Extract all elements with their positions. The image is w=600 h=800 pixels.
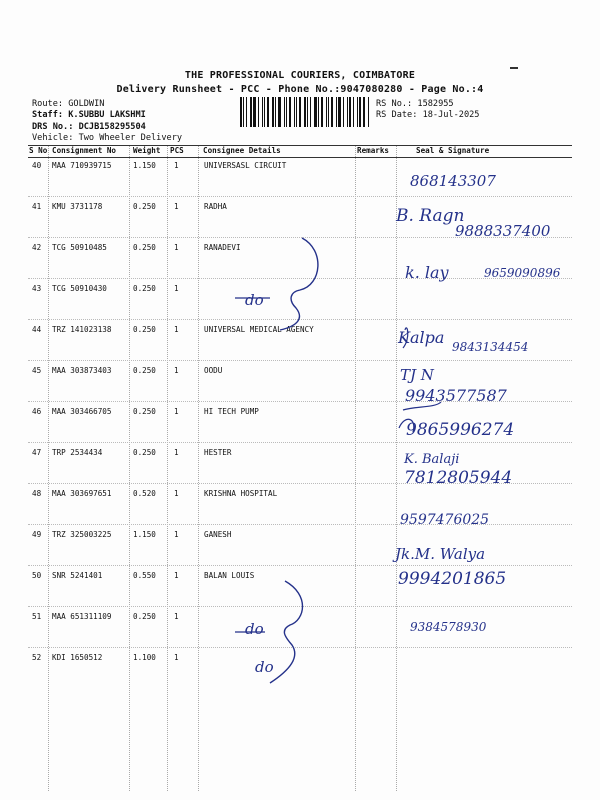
brace-stroke-top: [230, 230, 330, 340]
scan-speck: [510, 67, 518, 69]
barcode-bar: [272, 97, 274, 127]
cell-sno: 45: [32, 366, 42, 375]
col-header-consignment: Consignment No: [52, 146, 117, 155]
cell-consignment: MAA 710939715: [52, 161, 112, 170]
cell-pcs: 1: [174, 407, 179, 416]
barcode-bar: [363, 97, 365, 127]
cell-weight: 0.250: [133, 243, 156, 252]
barcode-bar: [286, 97, 287, 127]
rs-number: RS No.: 1582955: [376, 99, 454, 109]
barcode-bar: [275, 97, 276, 127]
cell-consignee: OODU: [204, 366, 223, 375]
cell-consignment: TCG 50910485: [52, 243, 107, 252]
rs-date: RS Date: 18-Jul-2025: [376, 110, 480, 120]
cell-consignee: GANESH: [204, 530, 232, 539]
col-divider: [396, 146, 397, 791]
cell-consignment: TRZ 141023138: [52, 325, 112, 334]
signature-row-46: 9865996274: [406, 420, 515, 440]
cell-weight: 0.250: [133, 325, 156, 334]
cell-weight: 1.150: [133, 530, 156, 539]
barcode-bar: [299, 97, 301, 127]
cell-sno: 50: [32, 571, 42, 580]
cell-pcs: 1: [174, 489, 179, 498]
col-header-pcs: PCS: [170, 146, 184, 155]
barcode-bar: [304, 97, 306, 127]
company-title: THE PROFESSIONAL COURIERS, COIMBATORE: [184, 70, 416, 81]
brace-stroke-bottom: [230, 575, 330, 690]
cell-pcs: 1: [174, 530, 179, 539]
barcode-bar: [321, 97, 323, 127]
cell-consignee: HI TECH PUMP: [204, 407, 259, 416]
cell-weight: 0.250: [133, 448, 156, 457]
barcode-bar: [264, 97, 265, 127]
drs-number: DRS No.: DCJB158295504: [32, 122, 146, 132]
col-header-seal-signature: Seal & Signature: [416, 146, 490, 155]
col-header-weight: Weight: [133, 146, 161, 155]
barcode-bar: [359, 97, 361, 127]
signature-row-47-phone: 7812805944: [404, 468, 513, 488]
barcode-bar: [357, 97, 358, 127]
staff-label: Staff: K.SUBBU LAKSHMI: [32, 110, 146, 120]
barcode: [240, 97, 370, 127]
signature-row-49: Jk.M. Walya: [395, 545, 486, 563]
cell-weight: 0.250: [133, 202, 156, 211]
barcode-bar: [318, 97, 319, 127]
barcode-bar: [314, 97, 317, 127]
signature-row-44-name: Kalpa: [398, 328, 445, 347]
cell-weight: 0.520: [133, 489, 156, 498]
vehicle-label: Vehicle: Two Wheeler Delivery: [32, 133, 183, 143]
barcode-bar: [349, 97, 351, 127]
signature-row-48: 9597476025: [400, 512, 490, 528]
cell-sno: 46: [32, 407, 42, 416]
cell-consignee: UNIVERSAL MEDICAL AGENCY: [204, 325, 314, 334]
cell-weight: 1.150: [133, 161, 156, 170]
cell-weight: 1.100: [133, 653, 156, 662]
barcode-bar: [307, 97, 308, 127]
cell-weight: 0.550: [133, 571, 156, 580]
cell-pcs: 1: [174, 571, 179, 580]
cell-consignment: MAA 303873403: [52, 366, 112, 375]
cell-pcs: 1: [174, 325, 179, 334]
col-header-remarks: Remarks: [357, 146, 390, 155]
row-separator: [28, 524, 572, 525]
cell-consignment: SNR 5241401: [52, 571, 103, 580]
cell-consignee: KRISHNA HOSPITAL: [204, 489, 278, 498]
barcode-bar: [289, 97, 291, 127]
cell-consignee: RANADEVI: [204, 243, 241, 252]
signature-row-50: 9994201865: [398, 569, 507, 589]
barcode-bar: [243, 97, 244, 127]
signature-row-40: 868143307: [410, 172, 496, 190]
cell-consignment: MAA 303466705: [52, 407, 112, 416]
barcode-bar: [347, 97, 348, 127]
barcode-bar: [343, 97, 344, 127]
cell-sno: 40: [32, 161, 42, 170]
col-header-sno: S No: [29, 146, 48, 155]
signature-row-47-name: K. Balaji: [404, 452, 460, 467]
col-header-consignee: Consignee Details: [203, 146, 281, 155]
cell-weight: 0.250: [133, 366, 156, 375]
barcode-bar: [278, 97, 281, 127]
cell-consignment: KDI 1650512: [52, 653, 103, 662]
cell-sno: 51: [32, 612, 42, 621]
cell-pcs: 1: [174, 243, 179, 252]
barcode-bar: [368, 97, 369, 127]
barcode-bar: [353, 97, 354, 127]
ditto-mark-52: do: [255, 658, 274, 676]
barcode-bar: [258, 97, 259, 127]
ditto-mark-51: do: [245, 620, 264, 638]
barcode-bar: [253, 97, 256, 127]
col-divider: [355, 146, 356, 791]
barcode-bar: [310, 97, 311, 127]
barcode-bar: [328, 97, 329, 127]
cell-weight: 0.250: [133, 407, 156, 416]
barcode-bar: [338, 97, 341, 127]
row-separator: [28, 565, 572, 566]
barcode-bar: [284, 97, 285, 127]
col-divider: [167, 146, 168, 791]
cell-pcs: 1: [174, 161, 179, 170]
cell-consignment: TRZ 325003225: [52, 530, 112, 539]
cell-pcs: 1: [174, 653, 179, 662]
table-header-rule: [28, 157, 572, 158]
cell-pcs: 1: [174, 284, 179, 293]
barcode-bar: [294, 97, 295, 127]
barcode-bar: [240, 97, 242, 127]
signature-row-42-name: k. lay: [405, 263, 449, 282]
signature-row-41-name: B. Ragn: [396, 206, 465, 226]
cell-sno: 47: [32, 448, 42, 457]
cell-consignment: MAA 303697651: [52, 489, 112, 498]
cell-sno: 48: [32, 489, 42, 498]
barcode-bar: [326, 97, 327, 127]
cell-consignment: MAA 651311109: [52, 612, 112, 621]
barcode-bar: [250, 97, 252, 127]
cell-consignment: KMU 3731178: [52, 202, 103, 211]
cell-pcs: 1: [174, 448, 179, 457]
col-divider: [129, 146, 130, 791]
cell-sno: 42: [32, 243, 42, 252]
cell-sno: 41: [32, 202, 42, 211]
row-separator: [28, 196, 572, 197]
cell-consignee: BALAN LOUIS: [204, 571, 255, 580]
signature-row-41-phone: 9888337400: [455, 222, 551, 240]
barcode-bar: [246, 97, 247, 127]
cell-consignment: TRP 2534434: [52, 448, 103, 457]
col-divider: [48, 146, 49, 791]
cell-weight: 0.250: [133, 284, 156, 293]
barcode-bar: [267, 97, 269, 127]
cell-sno: 43: [32, 284, 42, 293]
route-label: Route: GOLDWIN: [32, 99, 105, 109]
runsheet-subtitle: Delivery Runsheet - PCC - Phone No.:9047080280 - Page No.:4: [116, 84, 484, 95]
signature-row-45-name: TJ N: [400, 366, 434, 384]
cell-sno: 49: [32, 530, 42, 539]
cell-consignee: HESTER: [204, 448, 232, 457]
signature-row-51: 9384578930: [410, 620, 487, 634]
barcode-bar: [336, 97, 337, 127]
cell-consignment: TCG 50910430: [52, 284, 107, 293]
cell-pcs: 1: [174, 366, 179, 375]
col-divider: [198, 146, 199, 791]
signature-row-45-phone: 9943577587: [405, 386, 507, 405]
cell-sno: 52: [32, 653, 42, 662]
cell-pcs: 1: [174, 612, 179, 621]
signature-scribbles: [395, 318, 565, 443]
cell-pcs: 1: [174, 202, 179, 211]
barcode-bar: [296, 97, 297, 127]
signature-row-44-phone: 9843134454: [452, 340, 529, 354]
cell-weight: 0.250: [133, 612, 156, 621]
signature-row-42-phone: 9659090896: [484, 266, 561, 280]
barcode-bar: [262, 97, 263, 127]
ditto-mark-43: do: [245, 291, 264, 309]
cell-sno: 44: [32, 325, 42, 334]
cell-consignee: UNIVERSASL CIRCUIT: [204, 161, 287, 170]
cell-consignee: RADHA: [204, 202, 227, 211]
barcode-bar: [331, 97, 333, 127]
